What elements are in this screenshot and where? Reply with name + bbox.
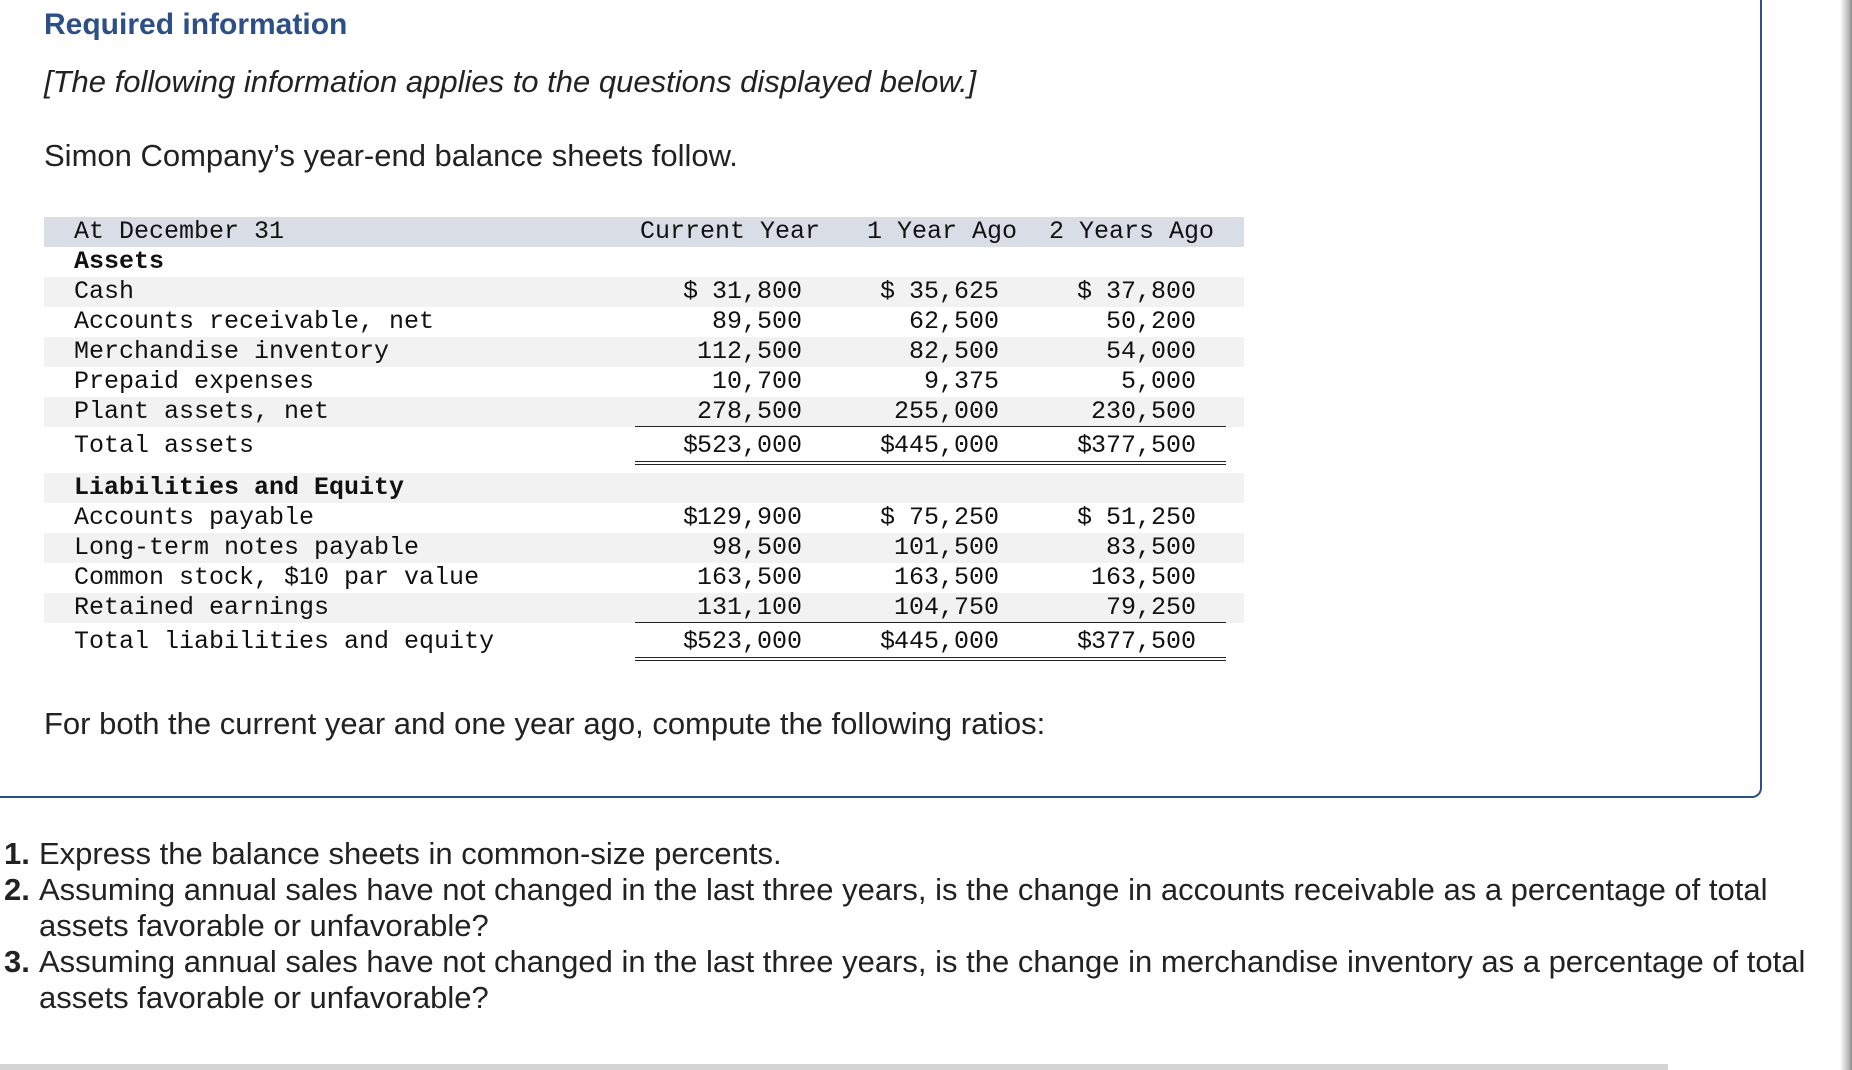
ratio-prompt: For both the current year and one year ago, compute the following ratios: xyxy=(44,706,1046,741)
dollar-sign: $ xyxy=(1077,627,1093,656)
question-text: Assuming annual sales have not changed in the last three years, is the change in merchandise inventory as a percentage of total assets favorable or unfavorable? xyxy=(39,944,1806,1015)
value-1-year-ago: 9,375 xyxy=(923,367,999,396)
required-information-title: Required information xyxy=(44,8,348,41)
row-label: Total liabilities and equity xyxy=(74,627,495,656)
dollar-sign: $ xyxy=(1077,503,1093,532)
date-column-label: At December 31 xyxy=(74,217,285,246)
table-row xyxy=(44,593,1244,623)
value-1-year-ago: 445,000 $ xyxy=(832,623,1029,661)
dollar-sign: $ xyxy=(880,277,896,306)
liabilities-heading: Liabilities and Equity xyxy=(74,473,405,502)
row-spacer xyxy=(44,465,1244,473)
value-2-years-ago: 163,500 xyxy=(1090,563,1196,592)
dollar-sign: $ xyxy=(880,503,896,532)
value-1-year-ago: 255,000 xyxy=(832,397,1029,427)
row-label: Long-term notes payable xyxy=(74,533,420,562)
row-label: Total assets xyxy=(74,431,255,460)
row-label: Accounts receivable, net xyxy=(74,307,435,336)
dollar-sign: $ xyxy=(1077,431,1093,460)
balance-sheet-table xyxy=(44,217,1244,661)
value-2-years-ago: 5,000 xyxy=(1120,367,1196,396)
dollar-sign: $ xyxy=(1077,277,1093,306)
value-2-years-ago: 37,800 $ xyxy=(1077,277,1196,306)
question-text: Express the balance sheets in common-size percents. xyxy=(39,836,782,871)
value-2-years-ago: 51,250 $ xyxy=(1077,503,1196,532)
assets-heading: Assets xyxy=(74,247,165,276)
table-header-row xyxy=(44,217,1244,247)
dollar-sign: $ xyxy=(683,431,699,460)
value-current-year: 31,800 $ xyxy=(683,277,802,306)
value-1-year-ago: 82,500 xyxy=(908,337,999,366)
liabilities-section-heading xyxy=(44,473,1244,503)
question-number: 1. xyxy=(4,836,30,871)
question-number: 3. xyxy=(4,944,30,979)
value-1-year-ago: 75,250 $ xyxy=(880,503,999,532)
value-1-year-ago: 62,500 xyxy=(908,307,999,336)
dollar-sign: $ xyxy=(683,503,699,532)
value-2-years-ago: 377,500 $ xyxy=(1029,623,1226,661)
table-row xyxy=(44,397,1244,427)
value-current-year: 89,500 xyxy=(711,307,802,336)
row-label: Accounts payable xyxy=(74,503,315,532)
intro-text: Simon Company’s year-end balance sheets follow. xyxy=(44,138,738,173)
info-subtitle: [The following information applies to the questions displayed below.] xyxy=(44,64,977,99)
value-current-year: 523,000 $ xyxy=(635,623,832,661)
dollar-sign: $ xyxy=(683,277,699,306)
question-item xyxy=(0,836,1840,872)
table-row xyxy=(44,503,1244,533)
value-current-year: 129,900 $ xyxy=(683,503,802,532)
value-1-year-ago: 101,500 xyxy=(893,533,999,562)
value-2-years-ago: 50,200 xyxy=(1105,307,1196,336)
value-1-year-ago: 163,500 xyxy=(893,563,999,592)
value-2-years-ago: 79,250 xyxy=(1029,593,1226,623)
row-label: Plant assets, net xyxy=(74,397,330,426)
question-item xyxy=(0,872,1840,944)
value-current-year: 98,500 xyxy=(711,533,802,562)
value-1-year-ago: 445,000 $ xyxy=(832,427,1029,465)
column-header-2-years-ago: 2 Years Ago xyxy=(1048,217,1214,246)
value-current-year: 10,700 xyxy=(711,367,802,396)
row-label: Common stock, $10 par value xyxy=(74,563,480,592)
row-label: Retained earnings xyxy=(74,593,330,622)
row-label: Merchandise inventory xyxy=(74,337,390,366)
value-2-years-ago: 54,000 xyxy=(1105,337,1196,366)
table-row xyxy=(44,533,1244,563)
column-header-current-year: Current Year xyxy=(639,217,820,246)
table-row xyxy=(44,277,1244,307)
table-row xyxy=(44,307,1244,337)
horizontal-scroll-shadow xyxy=(0,1064,1668,1070)
value-1-year-ago: 35,625 $ xyxy=(880,277,999,306)
value-current-year: 163,500 xyxy=(696,563,802,592)
dollar-sign: $ xyxy=(880,431,896,460)
question-item xyxy=(0,944,1840,1016)
row-label: Prepaid expenses xyxy=(74,367,315,396)
table-row xyxy=(44,563,1244,593)
value-current-year: 112,500 xyxy=(696,337,802,366)
column-header-1-year-ago: 1 Year Ago xyxy=(866,217,1017,246)
question-list xyxy=(0,836,1840,1016)
vertical-scrollbar[interactable] xyxy=(1840,0,1852,1070)
total-liabilities-equity-row xyxy=(44,623,1244,661)
value-2-years-ago: 83,500 xyxy=(1105,533,1196,562)
dollar-sign: $ xyxy=(683,627,699,656)
table-row xyxy=(44,367,1244,397)
assets-section-heading xyxy=(44,247,1244,277)
row-label: Cash xyxy=(74,277,135,306)
value-current-year: 523,000 $ xyxy=(635,427,832,465)
value-current-year: 278,500 xyxy=(635,397,832,427)
table-row xyxy=(44,337,1244,367)
question-number: 2. xyxy=(4,872,30,907)
value-2-years-ago: 230,500 xyxy=(1029,397,1226,427)
value-2-years-ago: 377,500 $ xyxy=(1029,427,1226,465)
question-text: Assuming annual sales have not changed in the last three years, is the change in accounts receivable as a percentage of total assets favorable or unfavorable? xyxy=(39,872,1768,943)
value-current-year: 131,100 xyxy=(635,593,832,623)
dollar-sign: $ xyxy=(880,627,896,656)
value-1-year-ago: 104,750 xyxy=(832,593,1029,623)
total-assets-row xyxy=(44,427,1244,465)
